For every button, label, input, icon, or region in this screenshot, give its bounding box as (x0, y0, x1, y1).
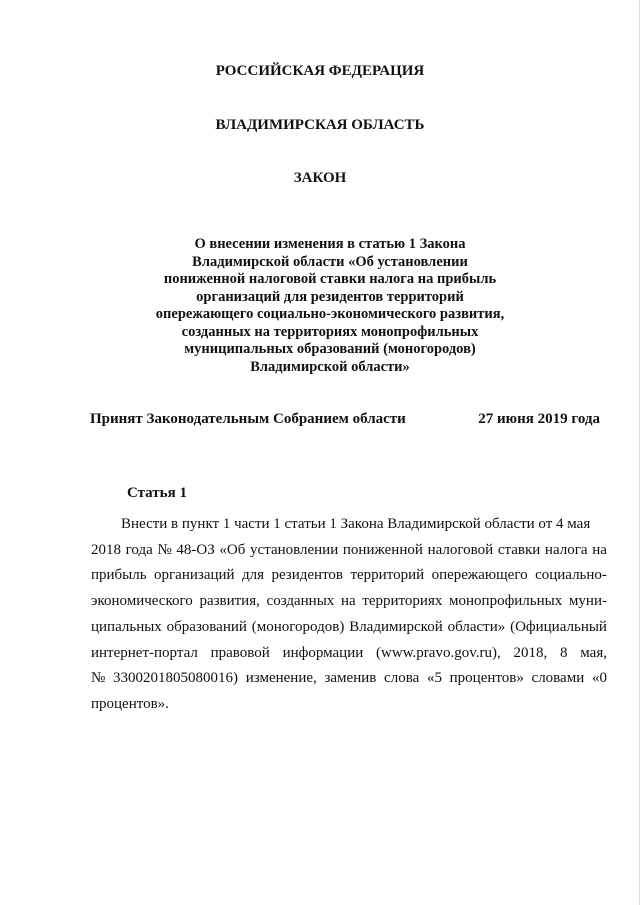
article-word: социально- (535, 567, 607, 584)
article-word: (моногородов) (251, 618, 345, 635)
article-word: 2018, (513, 644, 548, 661)
article-body (91, 512, 607, 718)
article-word: опережающего (431, 567, 528, 584)
article-word: организаций (154, 567, 235, 584)
law-subject (150, 236, 510, 376)
adoption-text: Принят Законодательным Собранием области (90, 411, 406, 427)
article-line (91, 538, 607, 564)
doc-type-heading: ЗАКОН (293, 170, 347, 186)
subject-line: муниципальных образований (моногородов) (184, 341, 476, 357)
article-word: развития, (199, 593, 260, 610)
article-word: образований (166, 618, 247, 635)
article-word: налоговой (427, 541, 494, 558)
article-word: заменив (324, 670, 377, 687)
article-word: прибыль (91, 567, 147, 584)
article-line (91, 615, 607, 641)
article-word: «0 (591, 670, 607, 687)
article-word: установлении (250, 541, 339, 558)
article-word: муни- (568, 593, 607, 610)
article-word: «5 (426, 670, 442, 687)
subject-line: опережающего социально-экономического развития, (155, 306, 505, 322)
article-word: монопрофильных (449, 593, 563, 610)
article-word: ципальных (91, 618, 162, 635)
article-word: процентов» (449, 670, 524, 687)
article-word: на (592, 541, 607, 558)
article-line (91, 563, 607, 589)
article-line (91, 692, 607, 718)
article-line (91, 666, 607, 692)
article-word: области» (447, 618, 506, 635)
article-word: № (91, 670, 106, 687)
article-line (91, 512, 607, 538)
country-heading: РОССИЙСКАЯ ФЕДЕРАЦИЯ (215, 63, 425, 79)
article-word: (www.pravo.gov.ru), (376, 644, 501, 661)
article-word: процентов». (91, 695, 169, 712)
adoption-date: 27 июня 2019 года (478, 411, 600, 427)
subject-line: созданных на территориях монопрофильных (181, 323, 479, 340)
article-word: правовой (210, 644, 270, 661)
article-line (91, 641, 607, 667)
article-line (91, 589, 607, 615)
article-word: «Об (219, 541, 246, 558)
article-word: резидентов (271, 567, 344, 584)
article-word: для (242, 567, 265, 584)
article-word: № (157, 541, 172, 558)
article-word: интернет-портал (91, 644, 198, 661)
article-word: пониженной (342, 541, 423, 558)
article-word: экономического (91, 593, 193, 610)
article-word: информации (282, 644, 364, 661)
article-word: Внести в пункт 1 части 1 статьи 1 Закона Владимирской области от 4 мая (121, 516, 591, 532)
article-word: ставки (497, 541, 541, 558)
article-word: Владимирской (349, 618, 443, 635)
article-word: 8 (560, 644, 568, 661)
article-word: на (340, 593, 356, 610)
article-word: мая, (580, 644, 607, 661)
subject-line: организаций для резидентов территорий (196, 288, 464, 305)
article-word: территориях (362, 593, 443, 610)
region-heading: ВЛАДИМИРСКАЯ ОБЛАСТЬ (215, 117, 425, 133)
article-word: изменение, (245, 670, 317, 687)
article-word: 2018 (91, 541, 121, 558)
article-word: территорий (350, 567, 425, 584)
article-word: (Официальный (510, 618, 607, 635)
subject-line: Владимирской области «Об установлении (192, 253, 468, 270)
article-word: года (125, 541, 153, 558)
subject-line: О внесении изменения в статью 1 Закона (194, 236, 466, 252)
article-word: созданных (266, 593, 335, 610)
article-word: словами (531, 670, 585, 687)
article-word: налога (544, 541, 588, 558)
article-word: 3300201805080016) (113, 670, 239, 687)
article-title: Статья 1 (127, 485, 187, 501)
article-word: 48-ОЗ (176, 541, 215, 558)
subject-line: Владимирской области» (250, 358, 410, 375)
article-word: слова (384, 670, 420, 687)
subject-line: пониженной налоговой ставки налога на прибыль (163, 271, 497, 287)
